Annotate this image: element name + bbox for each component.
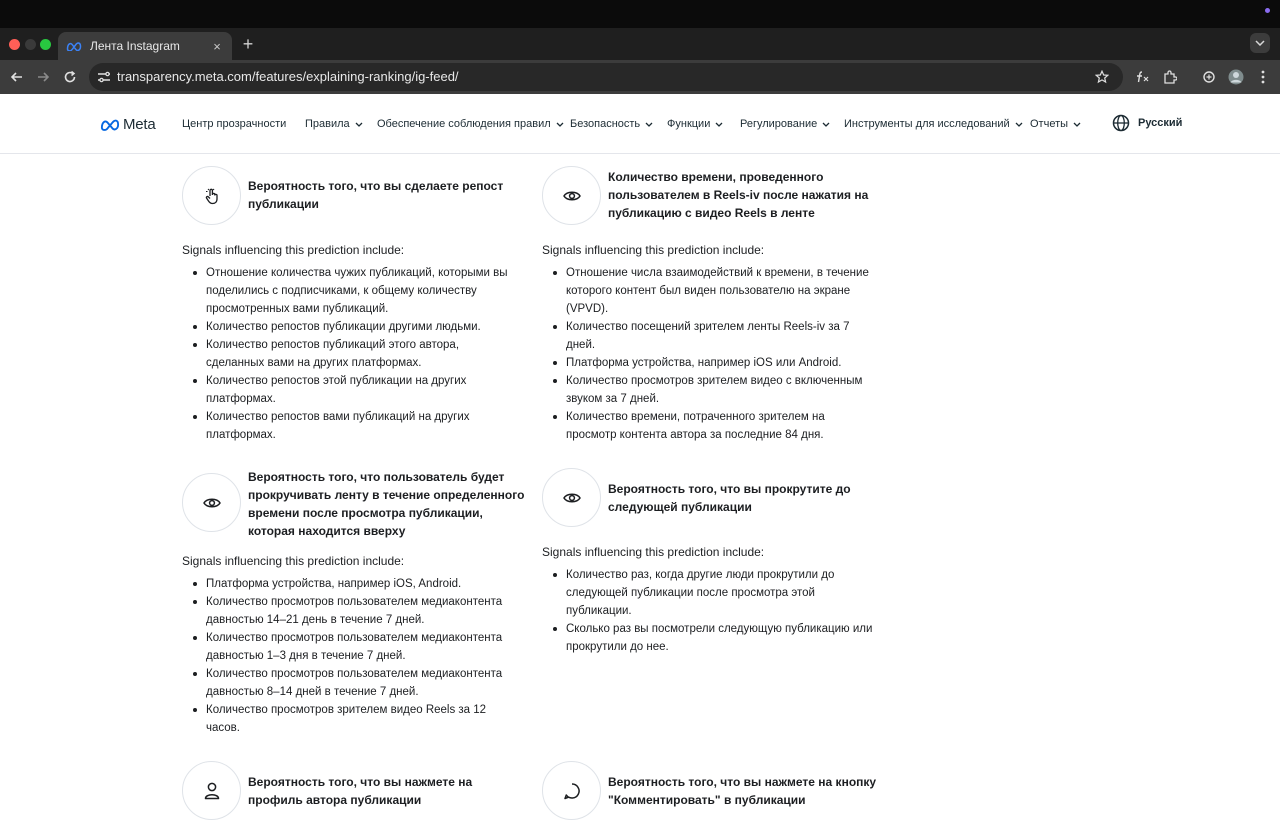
signals-list bbox=[206, 264, 518, 444]
list-item: Количество репостов публикаций этого автора, сделанных вами на других платформах. bbox=[206, 336, 518, 372]
list-item: Платформа устройства, например iOS или Android. bbox=[566, 354, 878, 372]
nav-item-research-tools[interactable] bbox=[844, 118, 1023, 130]
list-item: Количество просмотров зрителем видео с включенным звуком за 7 дней. bbox=[566, 372, 878, 408]
chevron-down-icon bbox=[715, 122, 723, 127]
list-item: Платформа устройства, например iOS, Android. bbox=[206, 575, 518, 593]
nav-item-label: Центр прозрачности bbox=[182, 118, 287, 130]
tab-search-button[interactable] bbox=[1250, 33, 1270, 53]
window-maximize-button[interactable] bbox=[40, 39, 51, 50]
meta-infinity-icon bbox=[100, 118, 120, 131]
nav-item-label: Регулирование bbox=[740, 118, 818, 130]
kebab-menu-icon bbox=[1261, 70, 1265, 84]
list-item: Количество просмотров пользователем медиаконтента давностью 1–3 дня в течение 7 дней. bbox=[206, 629, 518, 665]
nav-item-label: Инструменты для исследований bbox=[844, 118, 1010, 130]
extensions-button[interactable] bbox=[1161, 68, 1179, 86]
nav-item-label: Отчеты bbox=[1030, 118, 1069, 130]
eye-icon bbox=[542, 166, 601, 225]
signals-heading: Signals influencing this prediction include: bbox=[542, 545, 765, 559]
eye-icon bbox=[182, 473, 241, 532]
list-item: Количество посещений зрителем ленты Reels-iv за 7 дней. bbox=[566, 318, 878, 354]
card-title: Вероятность того, что вы нажмете на кнопку "Комментировать" в публикации bbox=[608, 775, 877, 807]
reload-icon bbox=[63, 70, 77, 84]
site-header bbox=[0, 94, 1280, 154]
reload-button[interactable] bbox=[61, 68, 79, 86]
browser-menu-button[interactable] bbox=[1254, 68, 1272, 86]
bookmark-star-icon[interactable] bbox=[1093, 68, 1111, 86]
eye-icon bbox=[542, 468, 601, 527]
chevron-down-icon bbox=[556, 122, 564, 127]
chevron-down-icon bbox=[1255, 40, 1265, 46]
language-label: Русский bbox=[1138, 117, 1183, 129]
avatar-icon bbox=[1228, 69, 1244, 85]
site-settings-icon[interactable] bbox=[95, 68, 113, 86]
tab-close-icon[interactable]: × bbox=[213, 38, 221, 54]
forward-button[interactable] bbox=[34, 68, 52, 86]
list-item: Отношение числа взаимодействий к времени, в течение которого контент был виден пользователю на экране (VPVD). bbox=[566, 264, 878, 318]
new-tab-button[interactable]: + bbox=[242, 34, 254, 54]
meta-favicon-icon bbox=[66, 38, 82, 54]
signals-list bbox=[206, 575, 518, 737]
arrow-right-icon bbox=[36, 70, 50, 84]
hand-tap-icon bbox=[182, 166, 241, 225]
nav-item-label: Функции bbox=[667, 118, 711, 130]
function-icon bbox=[1135, 70, 1151, 84]
nav-item-transparency-center[interactable] bbox=[182, 118, 286, 130]
nav-item-label: Обеспечение соблюдения правил bbox=[377, 118, 551, 130]
back-button[interactable] bbox=[8, 68, 26, 86]
list-item: Количество репостов этой публикации на других платформах. bbox=[206, 372, 518, 408]
window-minimize-button[interactable] bbox=[25, 39, 36, 50]
puzzle-icon bbox=[1163, 70, 1177, 84]
card-title: Вероятность того, что вы прокрутите до следующей публикации bbox=[608, 482, 851, 514]
list-item: Количество раз, когда другие люди прокрутили до следующей публикации после просмотра этой публикации. bbox=[566, 566, 878, 620]
tab-title: Лента Instagram bbox=[90, 39, 180, 53]
chevron-down-icon bbox=[355, 122, 363, 127]
nav-item-reports[interactable] bbox=[1030, 118, 1081, 130]
profile-indicator-icon bbox=[1265, 8, 1270, 13]
nav-item-features[interactable] bbox=[667, 118, 723, 130]
list-item: Количество просмотров пользователем медиаконтента давностью 8–14 дней в течение 7 дней. bbox=[206, 665, 518, 701]
nav-item-enforcement[interactable] bbox=[377, 118, 564, 130]
list-item: Количество времени, потраченного зрителем на просмотр контента автора за последние 84 дня. bbox=[566, 408, 878, 444]
signals-list bbox=[566, 566, 878, 656]
chevron-down-icon bbox=[645, 122, 653, 127]
list-item: Количество репостов вами публикаций на других платформах. bbox=[206, 408, 518, 444]
list-item: Количество просмотров зрителем видео Reels за 12 часов. bbox=[206, 701, 518, 737]
person-icon bbox=[182, 761, 241, 820]
url-text[interactable]: transparency.meta.com/features/explaining-ranking/ig-feed/ bbox=[117, 69, 459, 84]
list-item: Сколько раз вы посмотрели следующую публикацию или прокрутили до нее. bbox=[566, 620, 878, 656]
card-title: Вероятность того, что вы нажмете на профиль автора публикации bbox=[248, 775, 473, 807]
browser-tabstrip bbox=[0, 28, 1280, 60]
list-item: Количество просмотров пользователем медиаконтента давностью 14–21 день в течение 7 дней. bbox=[206, 593, 518, 629]
list-item: Отношение количества чужих публикаций, которыми вы поделились с подписчиками, к общему количеству просмотренных вами публикаций. bbox=[206, 264, 518, 318]
chevron-down-icon bbox=[1015, 122, 1023, 127]
browser-titlebar bbox=[0, 0, 1280, 28]
meta-logo[interactable] bbox=[100, 116, 156, 133]
arrow-left-icon bbox=[10, 70, 24, 84]
signals-list bbox=[566, 264, 878, 444]
formula-extension-button[interactable] bbox=[1134, 68, 1152, 86]
signals-heading: Signals influencing this prediction include: bbox=[542, 243, 765, 257]
card-title: Количество времени, проведенного пользователем в Reels-iv после нажатия на публикацию с видео Reels в ленте bbox=[608, 170, 869, 220]
nav-item-security[interactable] bbox=[570, 118, 653, 130]
globe-icon bbox=[1112, 114, 1130, 132]
nav-item-label: Правила bbox=[305, 118, 350, 130]
address-bar[interactable] bbox=[89, 63, 1123, 91]
card-title: Вероятность того, что пользователь будет прокручивать ленту в течение определенного времени после просмотра публикации, которая находится вверху bbox=[248, 470, 525, 538]
nav-item-regulation[interactable] bbox=[740, 118, 830, 130]
window-close-button[interactable] bbox=[9, 39, 20, 50]
chevron-down-icon bbox=[1073, 122, 1081, 127]
list-item: Количество репостов публикации другими людьми. bbox=[206, 318, 518, 336]
signals-heading: Signals influencing this prediction include: bbox=[182, 554, 405, 568]
nav-item-policies[interactable] bbox=[305, 118, 363, 130]
nav-item-label: Безопасность bbox=[570, 118, 641, 130]
chatgpt-extension-button[interactable] bbox=[1200, 68, 1218, 86]
language-selector[interactable] bbox=[1112, 114, 1182, 132]
signals-heading: Signals influencing this prediction include: bbox=[182, 243, 405, 257]
meta-wordmark: Meta bbox=[123, 116, 156, 133]
card-title: Вероятность того, что вы сделаете репост публикации bbox=[248, 179, 504, 211]
profile-avatar-button[interactable] bbox=[1227, 68, 1245, 86]
browser-toolbar bbox=[0, 60, 1280, 94]
openai-icon bbox=[1202, 70, 1216, 84]
comment-icon bbox=[542, 761, 601, 820]
browser-tab-active[interactable] bbox=[58, 32, 232, 60]
chevron-down-icon bbox=[822, 122, 830, 127]
